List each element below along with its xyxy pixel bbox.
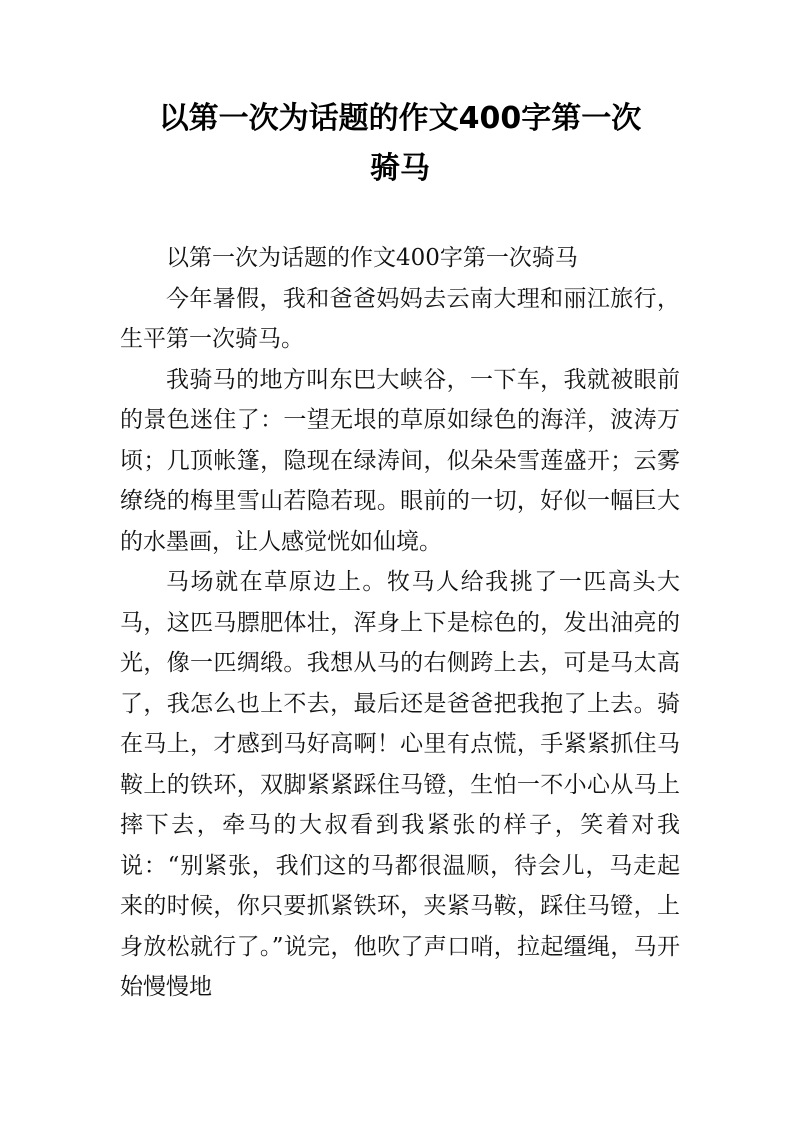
paragraph-subtitle: 以第一次为话题的作文400字第一次骑马: [166, 245, 578, 271]
title-line-1: 以第一次为话题的作文400字第一次: [158, 101, 642, 136]
document-body: [120, 238, 680, 1008]
paragraph: 今年暑假，我和爸爸妈妈去云南大理和丽江旅行，生平第一次骑马。: [120, 285, 680, 352]
paragraph: 马场就在草原边上。牧马人给我挑了一匹高头大马，这匹马膘肥体壮，浑身上下是棕色的，发出油亮的光，像一匹绸缎。我想从马的右侧跨上去，可是马太高了，我怎么也上不去，最后还是爸爸把我抱了上去。骑在马上，才感到马好高啊！心里有点慌，手紧紧抓住马鞍上的铁环，双脚紧紧踩住马镫，生怕一不小心从马上摔下去，牵马的大叔看到我紧张的样子，笑着对我说：“别紧张，我们这的马都很温顺，待会儿，马走起来的时候，你只要抓紧铁环，夹紧马鞍，踩住马镫，上身放松就行了。”说完，他吹了声口哨，拉起缰绳，马开始慢慢地: [120, 569, 680, 1000]
document-title: [100, 94, 700, 194]
title-line-2: 骑马: [370, 151, 430, 186]
paragraph: 我骑马的地方叫东巴大峡谷，一下车，我就被眼前的景色迷住了：一望无垠的草原如绿色的海洋，波涛万顷；几顶帐篷，隐现在绿涛间，似朵朵雪莲盛开；云雾缭绕的梅里雪山若隐若现。眼前的一切，好似一幅巨大的水墨画，让人感觉恍如仙境。: [120, 366, 680, 555]
